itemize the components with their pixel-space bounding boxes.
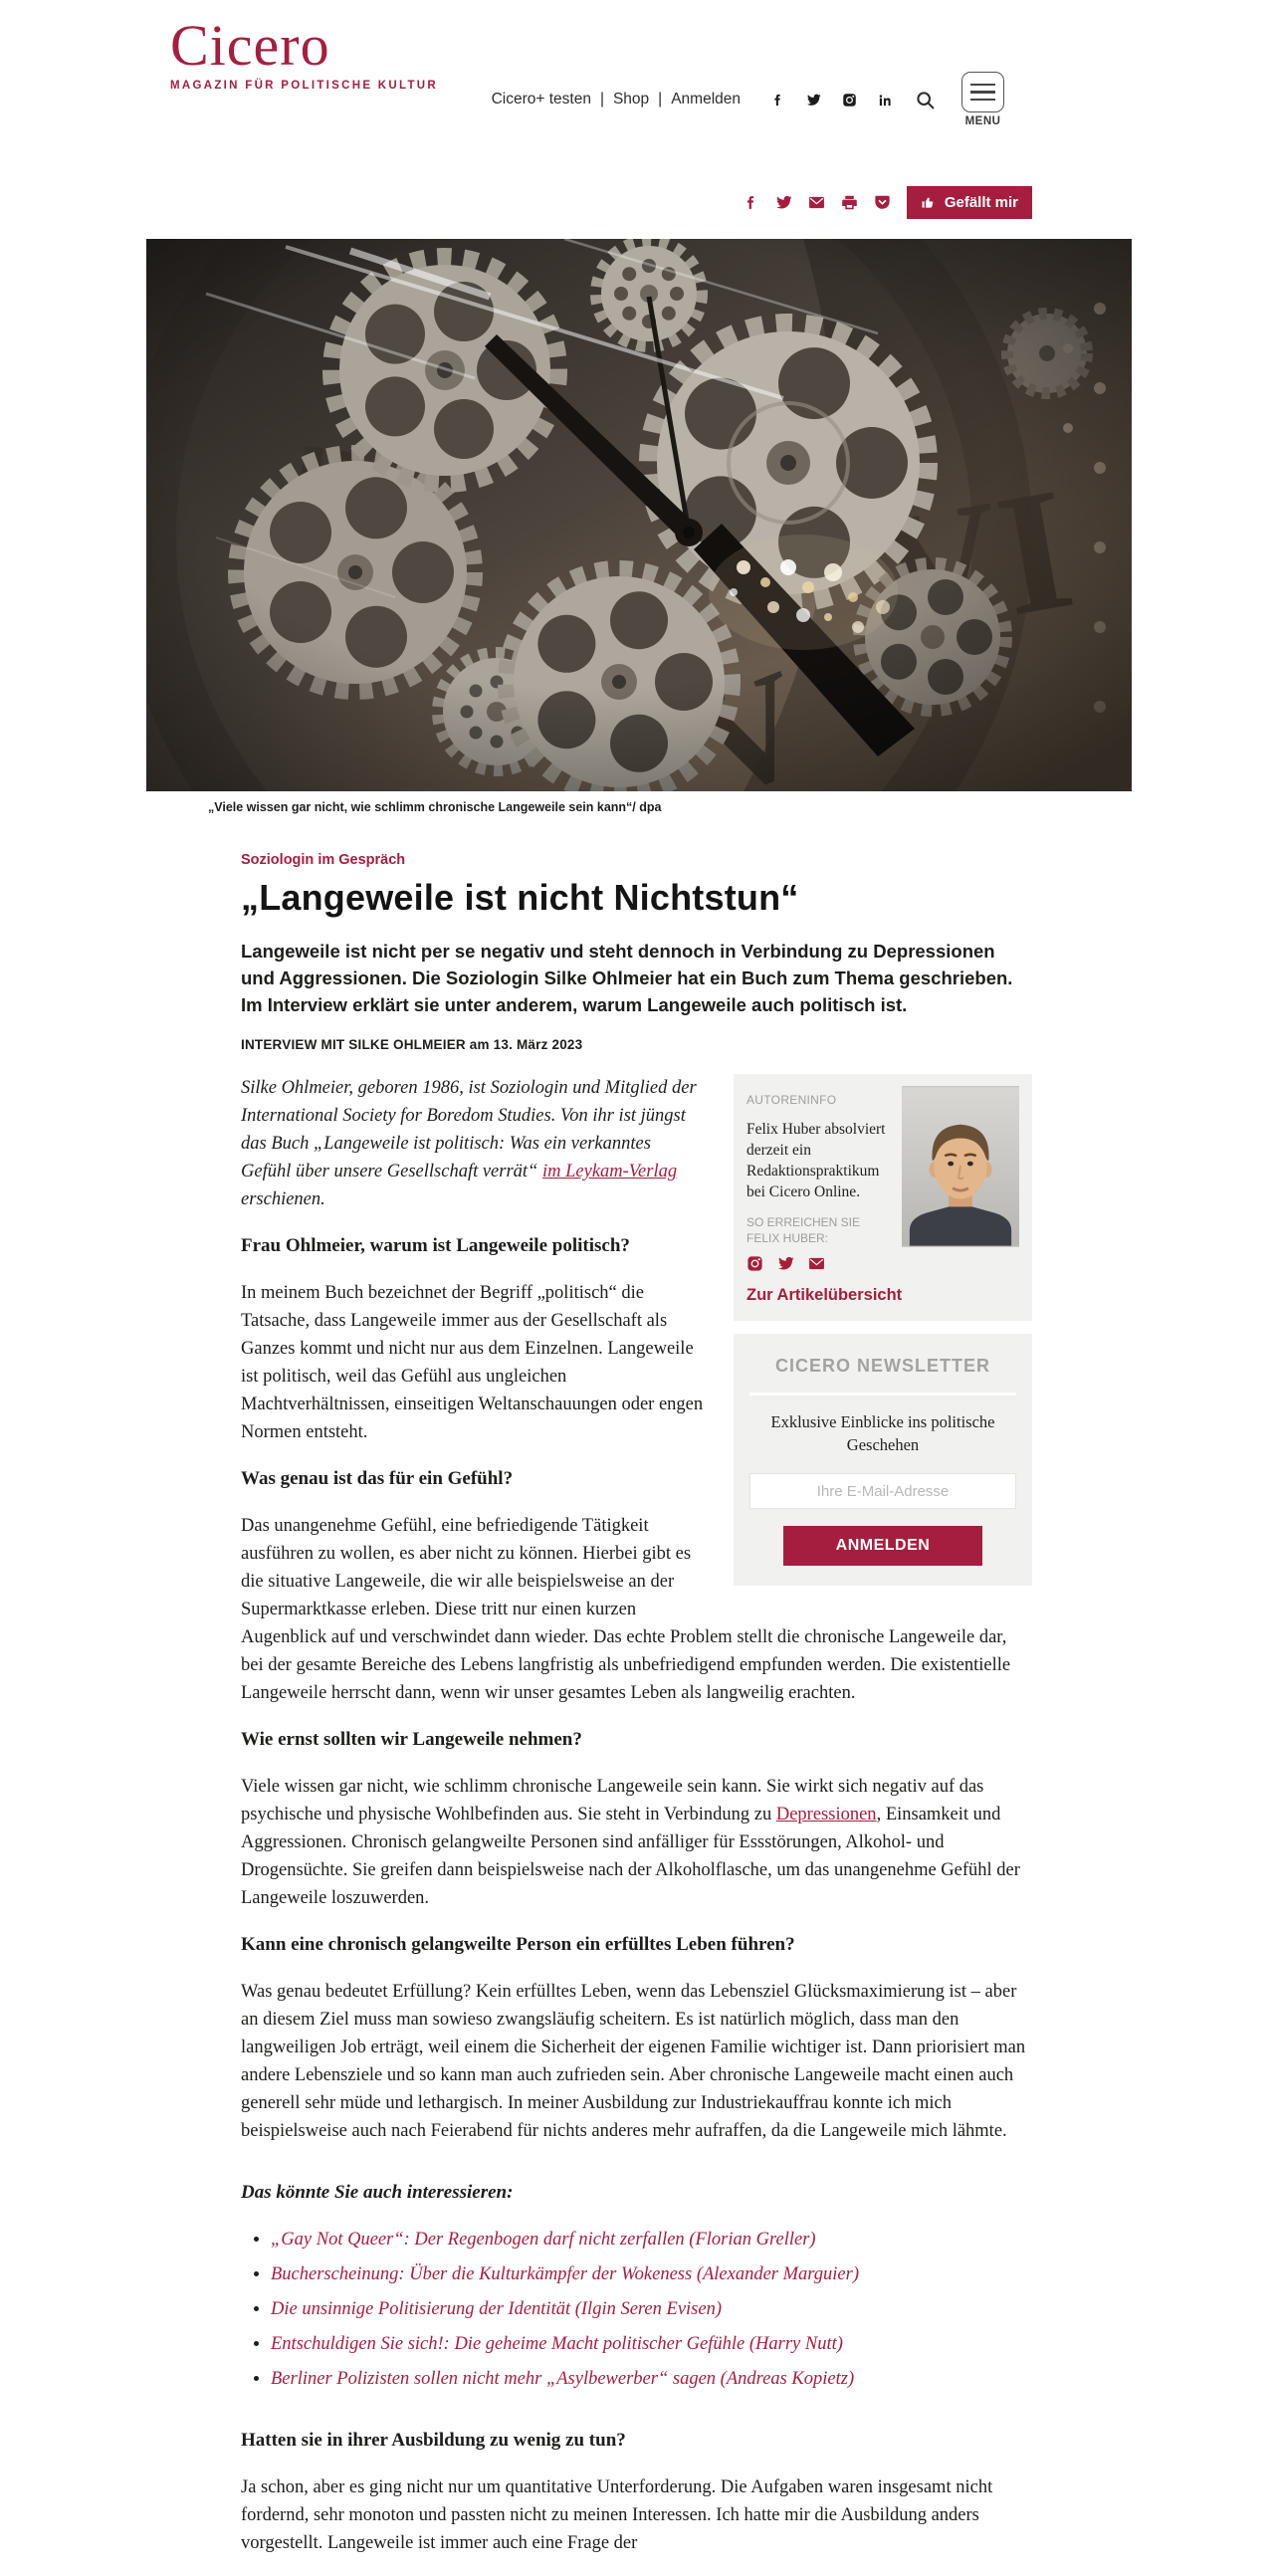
article-sidebar bbox=[734, 1074, 1032, 1586]
share-email-icon[interactable] bbox=[808, 194, 825, 211]
article-body bbox=[241, 1074, 1032, 2576]
newsletter-text: Exklusive Einblicke ins politische Geschehen bbox=[770, 1412, 995, 1454]
logo[interactable] bbox=[170, 13, 438, 92]
thumbs-up-icon bbox=[921, 195, 936, 210]
related-article-link[interactable]: Entschuldigen Sie sich!: Die geheime Macht politischer Gefühle (Harry Nutt) bbox=[271, 2334, 843, 2354]
interview-answer: Das unangenehme Gefühl, eine befriedigende Tätigkeit ausführen zu wollen, es aber nicht zu können. Hierbei gibt es die situative Langeweile, die wir alle beispielsweise an der Supermarktkasse erleben. Diese tritt nur einen kurzen Augenblick auf und verschwindet dann wieder. Das echte Problem stellt die chronische Langeweile dar, bei der gesamte Bereiche des Lebens langfristig als unbefriedigend empfunden werden. Die existentielle Langeweile herrscht dann, wenn wir unser gesamtes Leben als langweilig erachten. bbox=[241, 1516, 1011, 1703]
intro-text: Silke Ohlmeier, geboren 1986, ist Soziologin und Mitglied der International Society for Boredom Studies. Von ihr ist jüngst das Buch „Langeweile ist politisch: Was ein verkanntes Gefühl über unsere Gesellschaft verrät“ bbox=[241, 1078, 697, 1181]
nav-shop[interactable]: Shop bbox=[612, 91, 650, 107]
related-article-item bbox=[271, 2226, 1032, 2254]
author-info-box bbox=[734, 1074, 1032, 1321]
newsletter-box bbox=[734, 1334, 1032, 1586]
related-articles-list bbox=[271, 2226, 1032, 2393]
interview-question: Hatten sie in ihrer Ausbildung zu wenig zu tun? bbox=[241, 2430, 626, 2451]
hero-image bbox=[146, 239, 1132, 791]
newsletter-submit-button[interactable]: ANMELDEN bbox=[783, 1526, 982, 1566]
newsletter-email-input[interactable] bbox=[749, 1473, 1016, 1509]
like-button[interactable] bbox=[907, 186, 1032, 219]
interview-answer: In meinem Buch bezeichnet der Begriff „politisch“ die Tatsache, dass Langeweile immer aus der Gesellschaft als Ganzes kommt und nicht nur aus dem Einzelnen. Langeweile ist politisch, weil das Gefühl aus ungleichen Machtverhältnissen, einseitigen Weltanschauungen oder engen Normen entsteht. bbox=[241, 1283, 704, 1442]
instagram-icon[interactable] bbox=[746, 1255, 763, 1272]
search-icon[interactable] bbox=[915, 90, 936, 110]
site-header bbox=[0, 0, 1278, 151]
related-article-item bbox=[271, 2295, 1032, 2323]
menu-label: MENU bbox=[964, 115, 1001, 127]
newsletter-divider bbox=[749, 1393, 1016, 1395]
linkedin-icon[interactable] bbox=[878, 93, 893, 107]
author-info-label: AUTORENINFO bbox=[746, 1093, 837, 1107]
related-article-item bbox=[271, 2260, 1032, 2288]
interview-question: Kann eine chronisch gelangweilte Person ein erfülltes Leben führen? bbox=[241, 1934, 795, 1955]
author-overview-link[interactable]: Zur Artikelübersicht bbox=[746, 1286, 903, 1304]
instagram-icon[interactable] bbox=[842, 93, 857, 107]
interview-question: Wie ernst sollten wir Langeweile nehmen? bbox=[241, 1729, 582, 1750]
interview-question: Was genau ist das für ein Gefühl? bbox=[241, 1468, 514, 1489]
email-icon[interactable] bbox=[808, 1255, 825, 1272]
interview-answer bbox=[241, 1773, 1032, 1912]
answer-text-end: , Einsamkeit und Aggressionen. Chronisch gelangweilte Personen sind anfälliger für Essstörungen, Alkohol- und Drogensüchte. Sie greifen dann beispielsweise nach der Alkoholflasche, um das unangenehme Gefühl der Langeweile loszuwerden. bbox=[241, 1805, 1020, 1908]
author-bio: Felix Huber absolviert derzeit ein Redaktionspraktikum bei Cicero Online. bbox=[746, 1121, 886, 1200]
related-article-item bbox=[271, 2330, 1032, 2358]
logo-tagline: MAGAZIN FÜR POLITISCHE KULTUR bbox=[170, 79, 438, 92]
related-article-link[interactable]: „Gay Not Queer“: Der Regenbogen darf nicht zerfallen (Florian Greller) bbox=[271, 2230, 816, 2250]
related-article-item bbox=[271, 2365, 1032, 2393]
like-label: Gefällt mir bbox=[944, 193, 1018, 211]
article-category[interactable]: Soziologin im Gespräch bbox=[241, 852, 406, 868]
header-links bbox=[492, 91, 741, 108]
header-social bbox=[770, 93, 893, 107]
author-contact-label: SO ERREICHEN SIE FELIX HUBER: bbox=[746, 1215, 861, 1245]
nav-separator: | bbox=[658, 91, 663, 107]
nav-cicero-plus[interactable]: Cicero+ testen bbox=[491, 91, 591, 107]
leykam-verlag-link[interactable]: im Leykam-Verlag bbox=[541, 1162, 678, 1181]
image-caption: „Viele wissen gar nicht, wie schlimm chronische Langeweile sein kann“/ dpa bbox=[208, 800, 662, 814]
nav-separator: | bbox=[599, 91, 604, 107]
clock-gears-illustration bbox=[146, 239, 1132, 791]
facebook-icon[interactable] bbox=[770, 93, 785, 107]
related-article-link[interactable]: Bucherscheinung: Über die Kulturkämpfer der Wokeness (Alexander Marguier) bbox=[271, 2264, 860, 2284]
menu-icon[interactable] bbox=[961, 72, 1004, 112]
author-contact-icons bbox=[746, 1255, 1019, 1272]
logo-text[interactable]: Cicero bbox=[170, 13, 330, 78]
intro-text-end: erschienen. bbox=[241, 1189, 325, 1209]
share-facebook-icon[interactable] bbox=[743, 194, 759, 211]
interview-answer: Ja schon, aber es ging nicht nur um quantitative Unterforderung. Die Aufgaben waren insgesamt nicht fordernd, sehr monoton und passten nicht zu meinen Interessen. Ich hatte mir die Ausbildung anders vorgestellt. Langeweile ist immer auch eine Frage der bbox=[241, 2477, 993, 2553]
answer-text: Viele wissen gar nicht, wie schlimm chronische Langeweile sein kann. Sie wirkt sich negativ auf das psychische und physische Wohlbefinden aus. Sie steht in Verbindung zu bbox=[241, 1777, 984, 1825]
related-article-link[interactable]: Berliner Polizisten sollen nicht mehr „Asylbewerber“ sagen (Andreas Kopietz) bbox=[271, 2369, 855, 2389]
share-pocket-icon[interactable] bbox=[874, 194, 891, 211]
main-content bbox=[146, 185, 1132, 2576]
article-title: „Langeweile ist nicht Nichtstun“ bbox=[241, 877, 799, 918]
newsletter-title: CICERO NEWSLETTER bbox=[774, 1356, 990, 1376]
header-nav bbox=[492, 72, 1004, 127]
share-twitter-icon[interactable] bbox=[775, 194, 792, 211]
article-byline: INTERVIEW MIT SILKE OHLMEIER am 13. März 2023 bbox=[241, 1037, 583, 1052]
share-row bbox=[241, 185, 1032, 219]
depressionen-link[interactable]: Depressionen bbox=[775, 1805, 877, 1825]
related-heading: Das könnte Sie auch interessieren: bbox=[241, 2182, 514, 2203]
author-photo bbox=[902, 1086, 1019, 1247]
nav-anmelden[interactable]: Anmelden bbox=[671, 91, 741, 107]
menu-button[interactable] bbox=[961, 72, 1004, 127]
share-print-icon[interactable] bbox=[841, 194, 858, 211]
twitter-icon[interactable] bbox=[806, 93, 821, 107]
related-article-link[interactable]: Die unsinnige Politisierung der Identität (Ilgin Seren Evisen) bbox=[271, 2299, 722, 2319]
twitter-icon[interactable] bbox=[777, 1255, 794, 1272]
article-lead: Langeweile ist nicht per se negativ und steht dennoch in Verbindung zu Depressionen und Aggressionen. Die Soziologin Silke Ohlmeier hat ein Buch zum Thema geschrieben. Im Interview erklärt sie unter anderem, warum Langeweile auch politisch ist. bbox=[241, 941, 1013, 1015]
interview-answer: Was genau bedeutet Erfüllung? Kein erfülltes Leben, wenn das Lebensziel Glücksmaximierung ist – aber an diesem Ziel muss man sowieso zwangsläufig scheitern. Es ist natürlich möglich, dass man den langweiligen Job erträgt, weil einem die Sicherheit der eigenen Familie wichtiger ist. Dann priorisiert man andere Lebensziele und so kann man auch zufrieden sein. Aber chronische Langeweile macht einen auch generell sehr müde und lethargisch. In meiner Ausbildung zur Industriekauffrau konnte ich mich beispielsweise auch nach Feierabend für nichts anderes mehr aufraffen, da die Langeweile mich lähmte. bbox=[241, 1982, 1026, 2141]
interview-question: Frau Ohlmeier, warum ist Langeweile politisch? bbox=[241, 1235, 630, 1256]
